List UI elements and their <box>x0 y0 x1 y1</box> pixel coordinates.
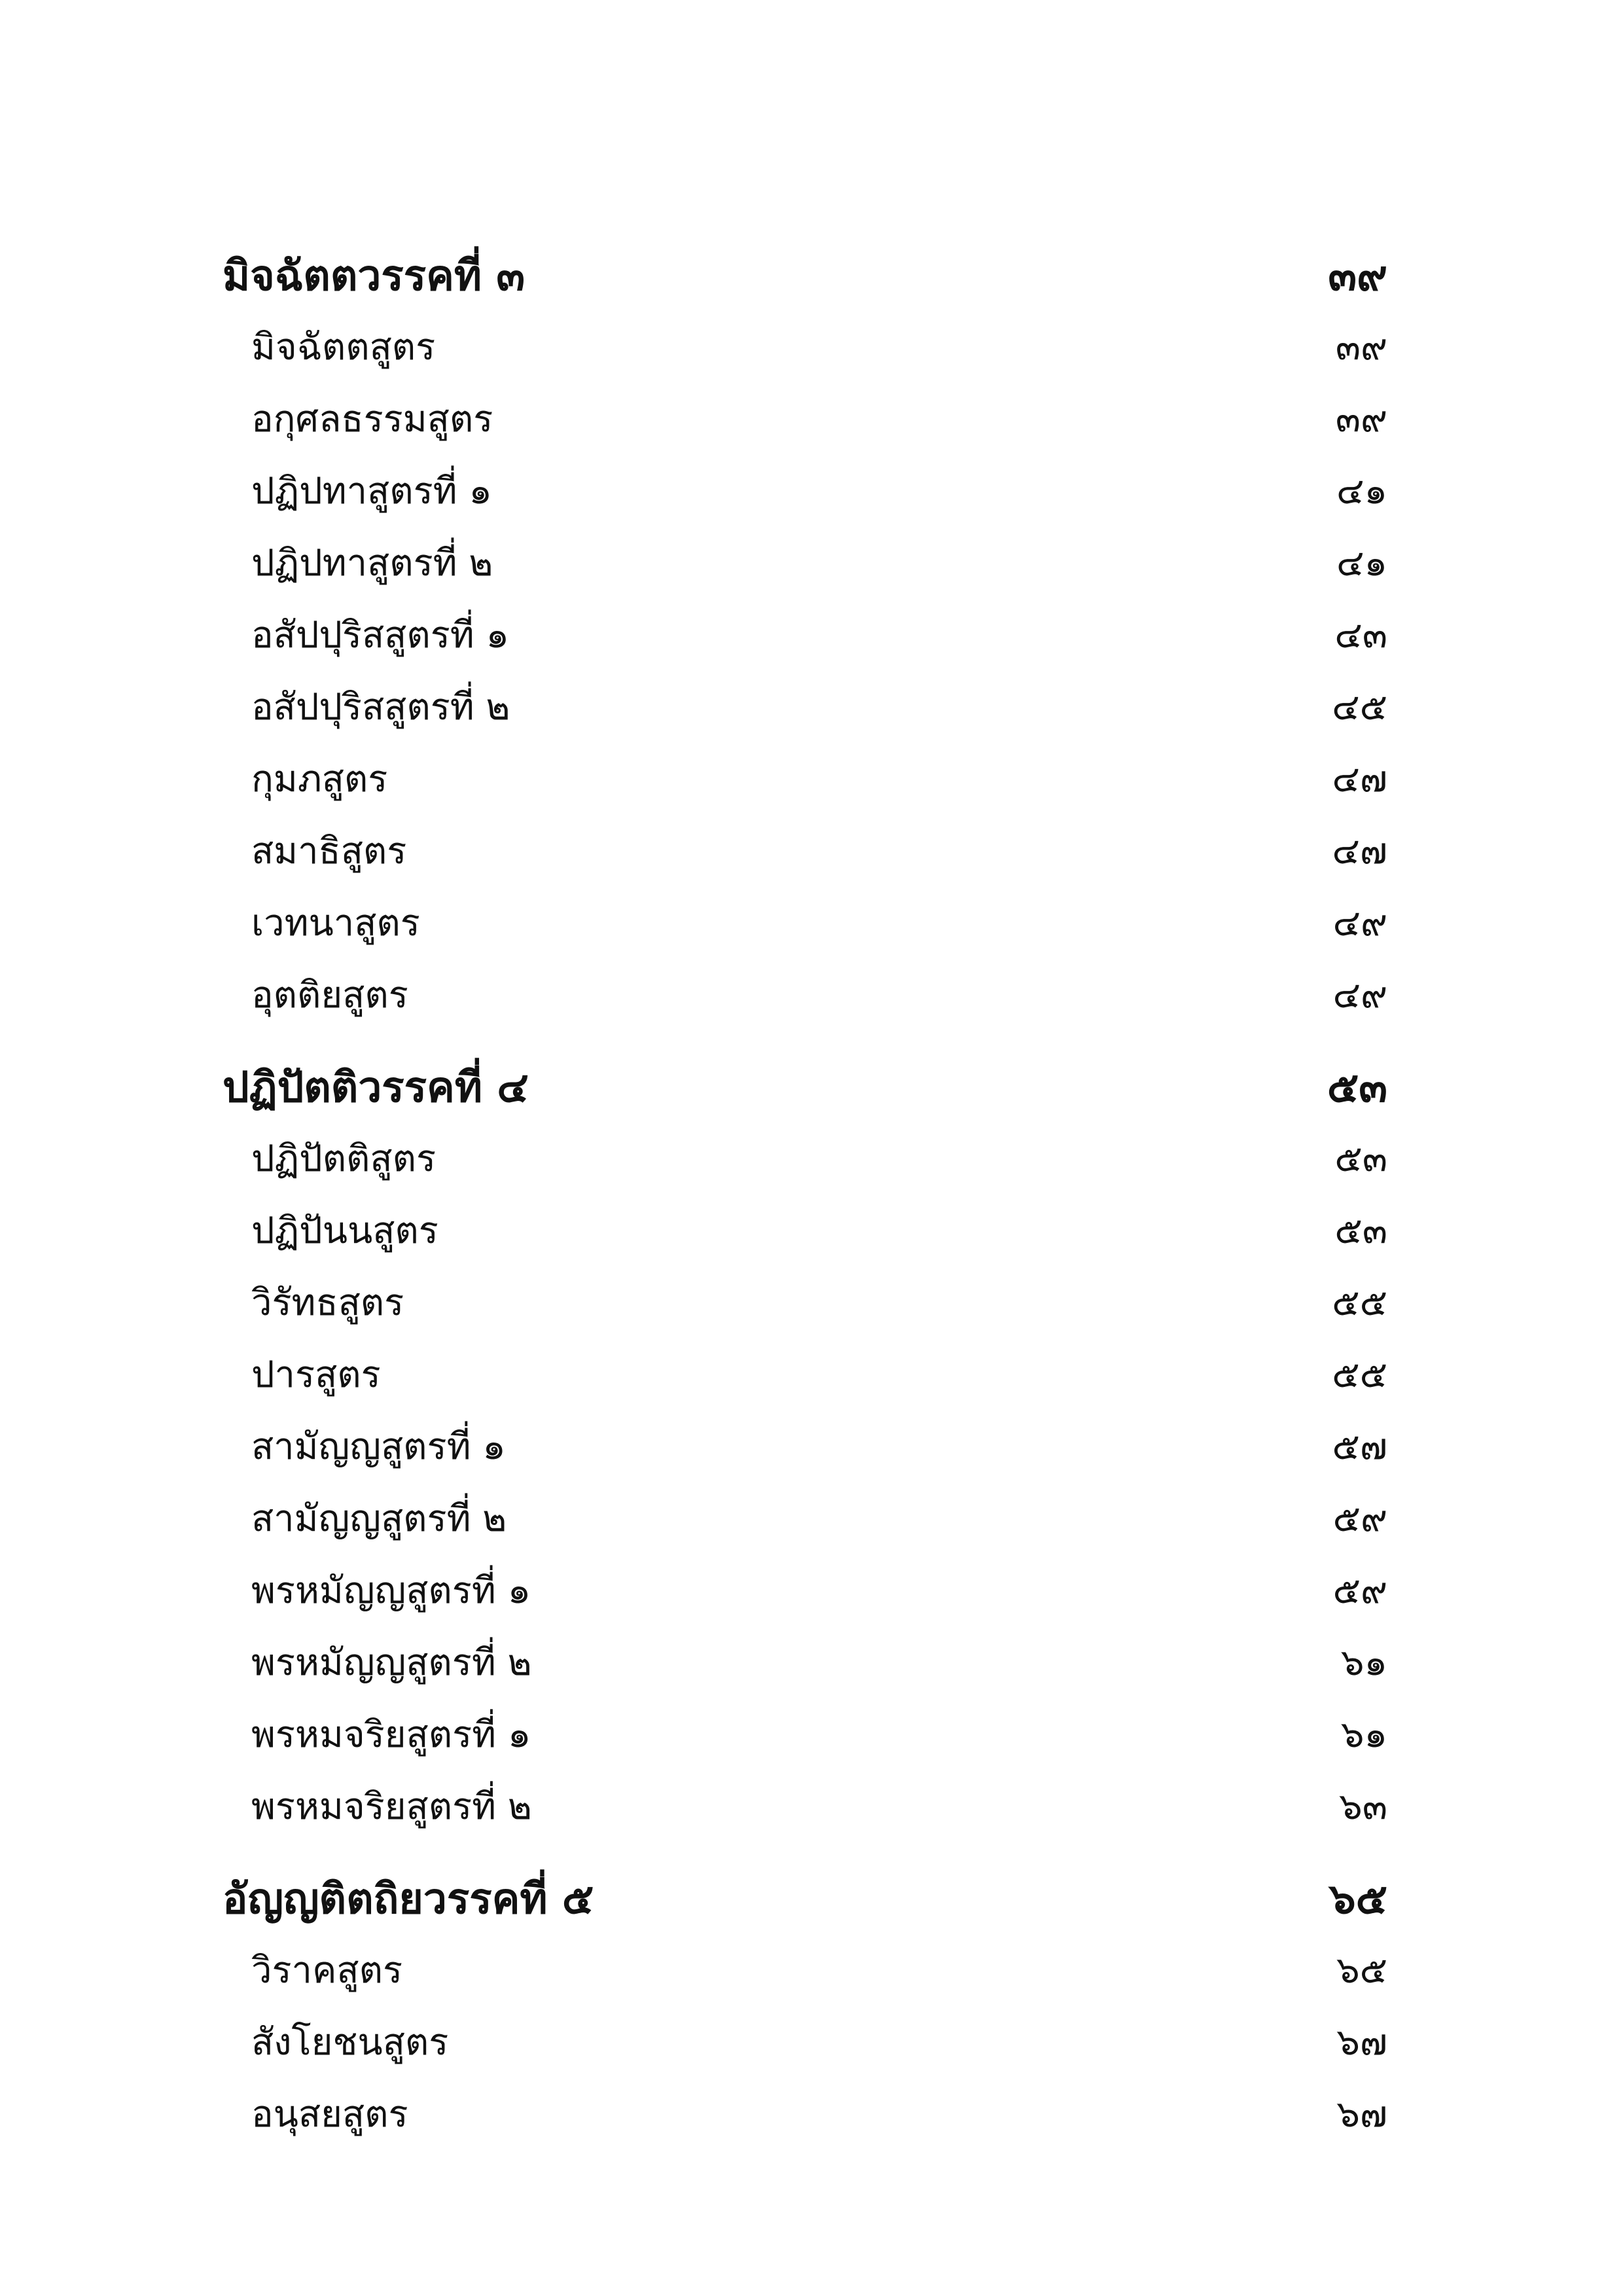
page-number: ๖๗ <box>1336 2021 1387 2064</box>
toc-item-row <box>223 389 1387 448</box>
toc-item-row <box>223 1201 1387 1259</box>
item-title: พรหมจริยสูตรที่ ๒ <box>251 1785 532 1828</box>
page-number: ๔๑ <box>1336 470 1387 512</box>
page-number: ๖๕ <box>1336 1949 1387 1992</box>
item-title: วิรัทธสูตร <box>251 1282 404 1324</box>
page-number: ๕๓ <box>1334 1210 1387 1252</box>
item-title: สมาธิสูตร <box>251 830 407 872</box>
page-number: ๖๑ <box>1340 1641 1387 1684</box>
toc-item-row <box>223 1561 1387 1619</box>
chapter-title: มิจฉัตตวรรคที่ ๓ <box>223 251 526 300</box>
item-title: เวทนาสูตร <box>251 902 420 944</box>
page-number: ๕๙ <box>1332 1570 1387 1612</box>
page-number: ๖๗ <box>1336 2093 1387 2136</box>
toc-item-row <box>223 1417 1387 1475</box>
page-number: ๕๙ <box>1332 1498 1387 1540</box>
page-number: ๔๗ <box>1332 758 1387 800</box>
item-title: อกุศลธรรมสูตร <box>251 398 493 440</box>
toc-item-row <box>223 1633 1387 1691</box>
toc-item-row <box>223 2013 1387 2071</box>
toc-item-row <box>223 1705 1387 1763</box>
page-number: ๔๕ <box>1332 686 1387 728</box>
item-title: ปฏิปันนสูตร <box>251 1210 438 1252</box>
page-number: ๕๕ <box>1332 1282 1387 1324</box>
page-number: ๕๓ <box>1334 1138 1387 1180</box>
toc-item-row <box>223 605 1387 664</box>
item-title: อุตติยสูตร <box>251 974 408 1016</box>
item-title: มิจฉัตตสูตร <box>251 326 436 368</box>
page-number: ๖๓ <box>1339 1785 1387 1828</box>
toc-item-row <box>223 1273 1387 1331</box>
page-number: ๔๗ <box>1332 830 1387 872</box>
toc-chapter-row <box>223 1865 1387 1932</box>
item-title: สามัญญสูตรที่ ๑ <box>251 1426 506 1468</box>
item-title: พรหมัญญสูตรที่ ๒ <box>251 1641 532 1684</box>
page-number: ๔๙ <box>1332 974 1387 1016</box>
item-title: สังโยชนสูตร <box>251 2021 449 2064</box>
item-title: ปฏิปทาสูตรที่ ๑ <box>251 470 492 512</box>
toc-item-row <box>223 1941 1387 1999</box>
toc-item-row <box>223 965 1387 1024</box>
item-title: พรหมัญญสูตรที่ ๑ <box>251 1570 531 1612</box>
page-number: ๕๕ <box>1332 1354 1387 1396</box>
page-number: ๓๙ <box>1328 251 1387 300</box>
toc-item-row <box>223 2085 1387 2143</box>
toc-item-row <box>223 1489 1387 1547</box>
item-title: อสัปปุริสสูตรที่ ๑ <box>251 614 510 656</box>
item-title: ปฏิปทาสูตรที่ ๒ <box>251 542 493 584</box>
page-number: ๔๙ <box>1332 902 1387 944</box>
page-number: ๕๗ <box>1332 1426 1387 1468</box>
toc-item-row <box>223 533 1387 592</box>
toc-chapter-row <box>223 1054 1387 1121</box>
toc-item-row <box>223 821 1387 880</box>
chapter-title: อัญญติตถิยวรรคที่ ๕ <box>223 1874 594 1924</box>
toc-item-row <box>223 1345 1387 1403</box>
page-number: ๓๙ <box>1335 326 1387 368</box>
item-title: สามัญญสูตรที่ ๒ <box>251 1498 507 1540</box>
toc-item-row <box>223 893 1387 952</box>
page-number: ๔๑ <box>1336 542 1387 584</box>
item-title: ปารสูตร <box>251 1354 381 1396</box>
item-title: อสัปปุริสสูตรที่ ๒ <box>251 686 510 728</box>
toc-item-row <box>223 461 1387 520</box>
page-number: ๔๓ <box>1334 614 1387 656</box>
page-number: ๖๕ <box>1329 1874 1387 1924</box>
page-number: ๖๑ <box>1340 1713 1387 1756</box>
item-title: พรหมจริยสูตรที่ ๑ <box>251 1713 531 1756</box>
toc-item-row <box>223 1129 1387 1187</box>
item-title: อนุสยสูตร <box>251 2093 408 2136</box>
toc-item-row <box>223 677 1387 736</box>
toc-item-row <box>223 749 1387 808</box>
item-title: วิราคสูตร <box>251 1949 403 1992</box>
item-title: ปฏิปัตติสูตร <box>251 1138 437 1180</box>
toc-chapter-row <box>223 242 1387 309</box>
toc-item-row <box>223 1777 1387 1835</box>
toc-item-row <box>223 317 1387 376</box>
page-number: ๕๓ <box>1327 1063 1387 1112</box>
chapter-title: ปฏิปัตติวรรคที่ ๔ <box>223 1063 529 1112</box>
item-title: กุมภสูตร <box>251 758 388 800</box>
page-number: ๓๙ <box>1335 398 1387 440</box>
